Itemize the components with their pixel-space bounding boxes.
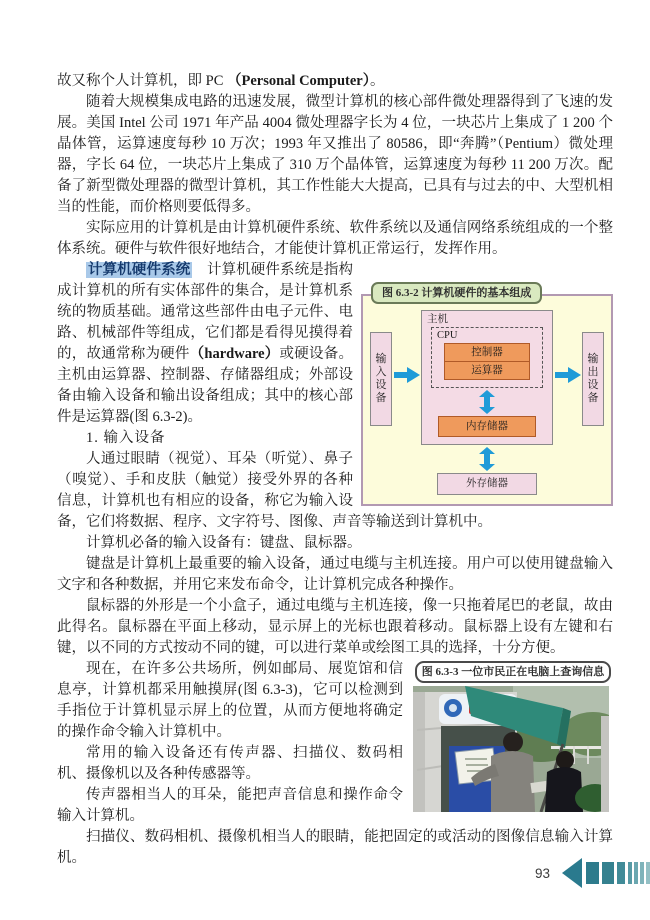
paragraph: 键盘是计算机上最重要的输入设备，通过电缆与主机连接。用户可以使用键盘输入文字和各种数据，并用它来发布命令，让计算机完成各种操作。 — [57, 556, 613, 593]
cpu-units — [444, 343, 530, 380]
cpu-label: CPU — [437, 330, 458, 341]
host-label: 主机 — [427, 314, 448, 325]
paragraph: 计算机必备的输入设备有：键盘、鼠标器。 — [86, 535, 362, 551]
diagram-row — [370, 310, 604, 495]
arrow-right-icon — [394, 366, 420, 384]
output-device-label: 输出设备 — [587, 353, 599, 404]
cpu-box — [431, 327, 543, 388]
figure-kiosk — [413, 661, 613, 819]
arrow-vertical-icon — [479, 390, 495, 414]
paragraph: 扫描仪、数码相机、摄像机相当人的眼睛，能把固定的或活动的图像信息输入计算机。 — [57, 829, 613, 866]
external-storage-box: 外存储器 — [437, 473, 537, 495]
input-device-box — [370, 332, 392, 426]
diagram-center-column — [421, 310, 553, 495]
paragraph: 故又称个人计算机，即 PC （Personal Computer）。 — [57, 73, 385, 89]
hardware-diagram — [361, 294, 613, 506]
arrow-vertical-icon — [479, 447, 495, 471]
page-edge-arrow-icon — [562, 857, 650, 889]
paragraph: 计算机硬件系统 计算机硬件系统是指构成计算机的所有实体部件的集合，是计算机系统的物质基础。通常这些部件由电子元件、电路、机械部件等组成，它们都是看得见摸得着的，故通常称为硬件（hardware）或硬设备。主机由运算器、控制器、存储器组成；外部设备由输入设备和输出设备组成；其中的核心部件是运算器(图 6.3-2)。 — [57, 262, 354, 425]
figure-hardware-diagram — [361, 282, 613, 506]
page-number: 93 — [534, 865, 550, 881]
page-content — [57, 71, 613, 869]
paragraph: 常用的输入设备还有传声器、扫描仪、数码相机、摄像机以及各种传感器等。 — [57, 745, 403, 782]
page-footer — [535, 857, 650, 889]
text-block-top — [57, 71, 613, 260]
paragraph: 随着大规模集成电路的迅速发展，微型计算机的核心部件微处理器得到了飞速的发展。美国 Intel 公司 1971 年产品 4004 微处理器字长为 4 位，一块芯片上集成了 1 200 个晶体管，运算速度每秒 10 万次；1993 年又推出了 80586，即“奔腾”（Pentium）微处理器，字长 64 位，一块芯片上集成了 310 万个晶体管，运算速度为每秒 11 200 万次。配备了新型微处理器的微型计算机，其工作性能大大提高，已具有与过去的中、大型机相当的性能，而价格则要低得多。 — [57, 94, 613, 215]
kiosk-photo — [413, 686, 609, 812]
alu-box: 运算器 — [445, 361, 529, 379]
paragraph: 实际应用的计算机是由计算机硬件系统、软件系统以及通信网络系统组成的一个整体系统。硬件与软件很好地结合，才能使计算机正常运行，发挥作用。 — [57, 220, 613, 257]
paragraph: 鼠标器的外形是一个小盒子，通过电缆与主机连接，像一只拖着尾巴的老鼠，故由此得名。鼠标器在平面上移动，显示屏上的光标也跟着移动。鼠标器上设有左键和右键，以不同的方式按动不同的键，可以进行菜单或绘图工具的选择，十分方便。 — [57, 598, 613, 656]
host-box — [421, 310, 553, 445]
section-heading-highlight: 计算机硬件系统 — [88, 262, 191, 278]
controller-box: 控制器 — [445, 344, 529, 361]
memory-box: 内存储器 — [438, 416, 536, 437]
figure-caption: 图 6.3-3 一位市民正在电脑上查询信息 — [415, 661, 611, 683]
input-device-label: 输入设备 — [375, 353, 387, 404]
output-device-box — [582, 332, 604, 426]
paragraph: 传声器相当人的耳朵，能把声音信息和操作命令输入计算机。 — [57, 787, 403, 824]
figure-caption: 图 6.3-2 计算机硬件的基本组成 — [371, 282, 542, 304]
arrow-right-icon — [555, 366, 581, 384]
paragraph: 1. 输入设备 — [86, 430, 166, 446]
paragraph: 现在，在许多公共场所，例如邮局、展览馆和信息亭，计算机都采用触摸屏(图 6.3-3)，它可以检测到手指位于计算机显示屏上的位置，从而方便地将确定的操作命令输入计算机中。 — [57, 661, 403, 740]
paragraph: 人通过眼睛（视觉）、耳朵（听觉）、鼻子（嗅觉）、手和皮肤（触觉）接受外界的各种信息，计算机也有相应的设备，称它为输入设备，它们将数据、程序、文字符号、图像、声音等输送到计算机中。 — [57, 451, 492, 530]
